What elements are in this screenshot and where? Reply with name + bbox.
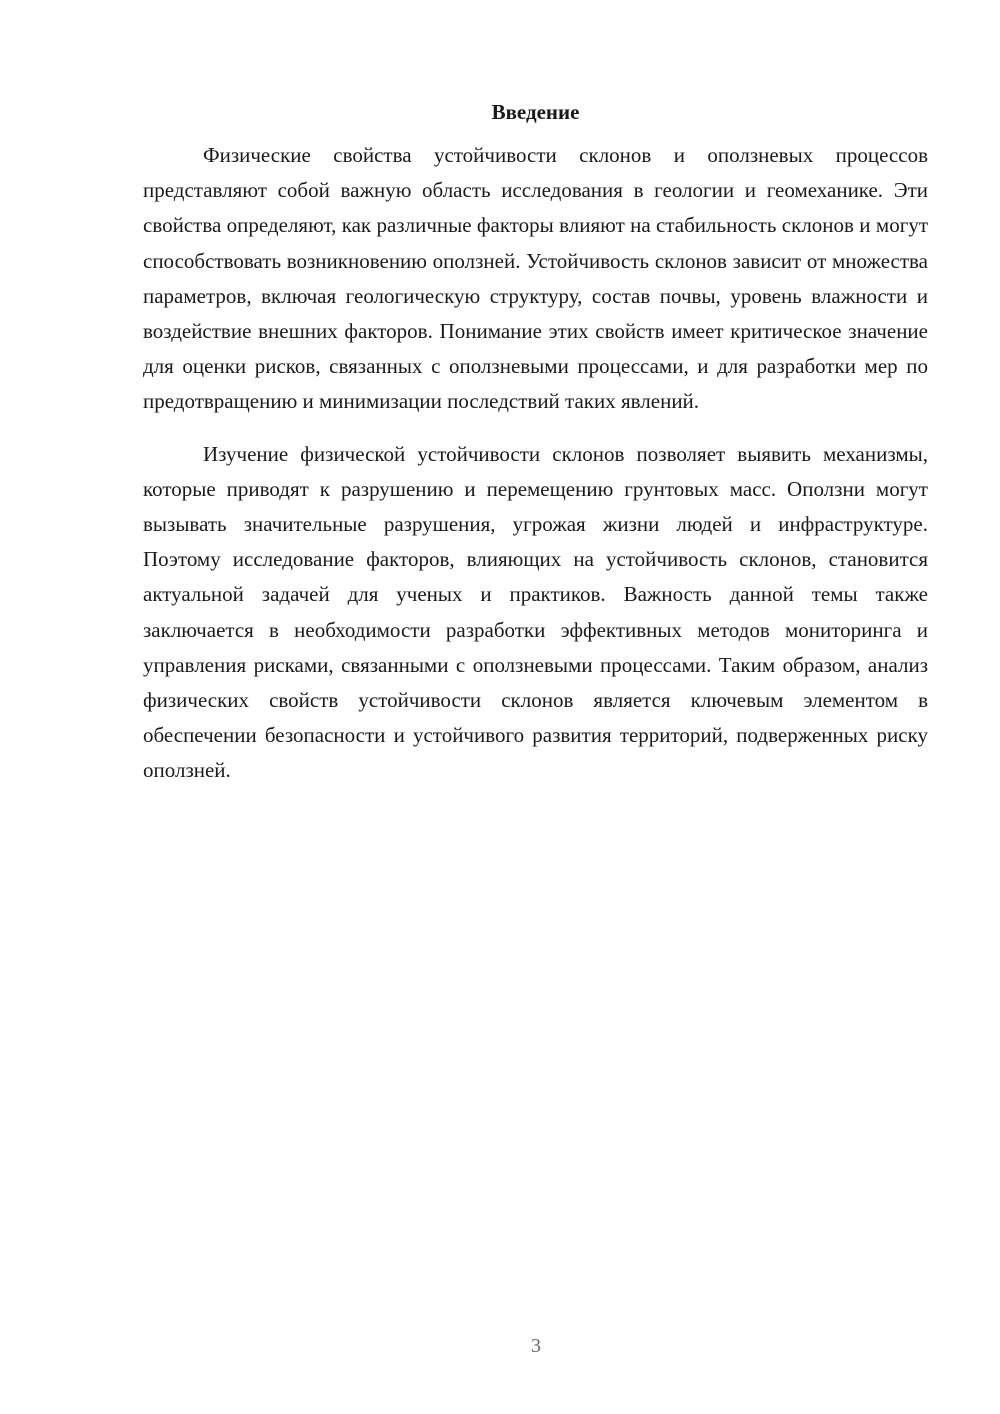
page-number: 3 — [531, 1335, 541, 1357]
page-content — [143, 98, 928, 789]
section-title: Введение — [491, 100, 580, 124]
paragraph-1: Физические свойства устойчивости склонов и оползневых процессов представляют собой важную область исследования в геологии и геомеханике. Эти свойства определяют, как различные факторы влияют на стабильность склонов и могут способствовать возникновению оползней. Устойчивость склонов зависит от множества параметров, включая геологическую структуру, состав почвы, уровень влажности и воздействие внешних факторов. Понимание этих свойств имеет критическое значение для оценки рисков, связанных с оползневыми процессами, и для разработки мер по предотвращению и минимизации последствий таких явлений. — [143, 143, 928, 414]
paragraph-2: Изучение физической устойчивости склонов позволяет выявить механизмы, которые приводят к разрушению и перемещению грунтовых масс. Оползни могут вызывать значительные разрушения, угрожая жизни людей и инфраструктуре. Поэтому исследование факторов, влияющих на устойчивость склонов, становится актуальной задачей для ученых и практиков. Важность данной темы также заключается в необходимости разработки эффективных методов мониторинга и управления рисками, связанными с оползневыми процессами. Таким образом, анализ физических свойств устойчивости склонов является ключевым элементом в обеспечении безопасности и устойчивого развития территорий, подверженных риску оползней. — [143, 441, 928, 783]
